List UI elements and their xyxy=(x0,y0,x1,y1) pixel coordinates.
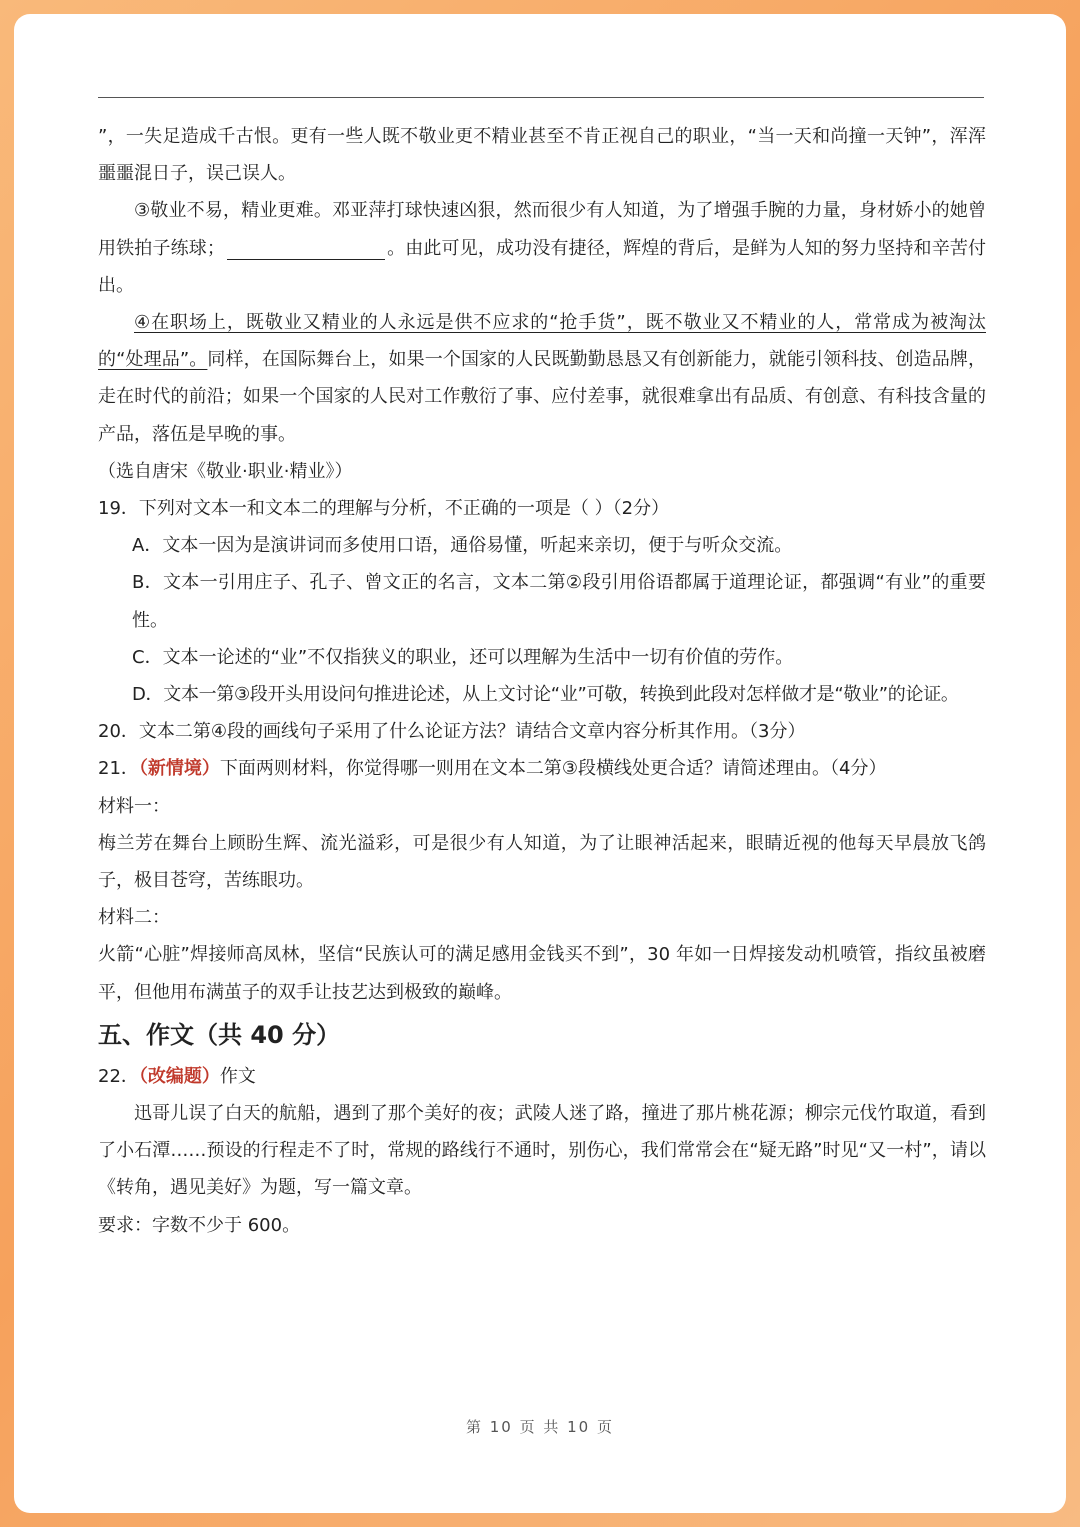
material-2-label: 材料二： xyxy=(98,907,170,929)
q19-option-d: D．文本一第③段开头用设问句推进论述，从上文讨论“业”可敬，转换到此段对怎样做才是“敬业”的论证。 xyxy=(132,684,959,706)
section-title: 五、作文（共 40 分） xyxy=(98,1020,341,1049)
q19-option-c: C．文本一论述的“业”不仅指狭义的职业，还可以理解为生活中一切有价值的劳作。 xyxy=(132,646,794,668)
q22-requirement: 要求：字数不少于 600。 xyxy=(98,1214,301,1236)
q19-stem: 19．下列对文本一和文本二的理解与分析，不正确的一项是（ ）（2分） xyxy=(98,498,670,520)
page-content xyxy=(98,118,986,1244)
exam-page xyxy=(14,14,1066,1513)
passage-paragraph-cont: ”，一失足造成千古恨。更有一些人既不敬业更不精业甚至不肯正视自己的职业，“当一天和尚撞一天钟”，浑浑噩噩混日子，误己误人。 xyxy=(98,126,986,185)
material-1-label: 材料一： xyxy=(98,795,170,817)
fill-in-blank xyxy=(227,237,385,260)
q21-tag: （新情境） xyxy=(138,758,220,780)
underlined-sentence: ④在职场上，既敬业又精业的人永远是供不应求的“抢手货”，既不敬业又不精业的人，常常成为被淘汰的“处理品”。 xyxy=(98,312,986,371)
material-1-text: 梅兰芳在舞台上顾盼生辉、流光溢彩，可是很少有人知道，为了让眼神活起来，眼睛近视的他每天早晨放飞鸽子，极目苍穹，苦练眼功。 xyxy=(98,832,986,892)
q22-prompt: 迅哥儿误了白天的航船，遇到了那个美好的夜；武陵人迷了路，撞进了那片桃花源；柳宗元伐竹取道，看到了小石潭……预设的行程走不了时，常规的路线行不通时，别伤心，我们常常会在“疑无路”时见“又一村”，请以《转角，遇见美好》为题，写一篇文章。 xyxy=(98,1103,986,1199)
q22-stem: 22．（改编题）作文 xyxy=(98,1065,256,1087)
q22-tag: （改编题） xyxy=(138,1065,220,1087)
q21-stem: 21．（新情境）下面两则材料，你觉得哪一则用在文本二第③段横线处更合适？请简述理由。（4分） xyxy=(98,758,887,780)
passage-paragraph-4: ④在职场上，既敬业又精业的人永远是供不应求的“抢手货”，既不敬业又不精业的人，常常成为被淘汰的“处理品”。同样，在国际舞台上，如果一个国家的人民既勤勤恳恳又有创新能力，就能引领科技、创造品牌，走在时代的前沿；如果一个国家的人民对工作敷衍了事、应付差事，就很难拿出有品质、有创意、有科技含量的产品，落伍是早晚的事。 xyxy=(98,312,986,445)
passage-source: （选自唐宋《敬业·职业·精业》） xyxy=(98,460,353,482)
q19-option-a: A．文本一因为是演讲词而多使用口语，通俗易懂，听起来亲切，便于与听众交流。 xyxy=(132,535,793,557)
q19-option-b: B．文本一引用庄子、孔子、曾文正的名言，文本二第②段引用俗语都属于道理论证，都强调“有业”的重要性。 xyxy=(132,572,986,631)
passage-paragraph-3: ③敬业不易，精业更难。邓亚萍打球快速凶狠，然而很少有人知道，为了增强手腕的力量，身材娇小的她曾用铁拍子练球； 。由此可见，成功没有捷径，辉煌的背后，是鲜为人知的努力坚持和辛苦付出。 xyxy=(98,200,987,296)
q20-stem: 20．文本二第④段的画线句子采用了什么论证方法？请结合文章内容分析其作用。（3分） xyxy=(98,721,806,743)
header-rule xyxy=(98,97,984,98)
material-2-text: 火箭“心脏”焊接师高凤林，坚信“民族认可的满足感用金钱买不到”，30 年如一日焊接发动机喷管，指纹虽被磨平，但他用布满茧子的双手让技艺达到极致的巅峰。 xyxy=(98,944,987,1003)
page-footer: 第 10 页 共 10 页 xyxy=(465,1418,614,1436)
